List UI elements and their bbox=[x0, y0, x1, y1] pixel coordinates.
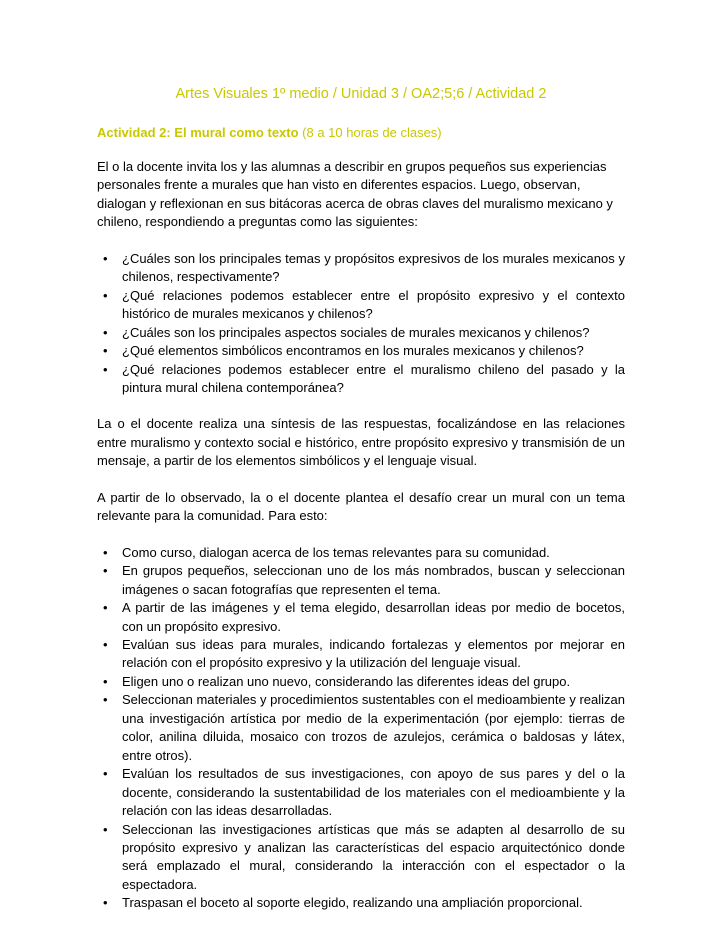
activity-heading bbox=[97, 124, 625, 142]
task-list-item: • Evalúan sus ideas para murales, indicando fortalezas y elementos por mejorar en relación con el propósito expresivo y la utilización del lenguaje visual. bbox=[97, 636, 625, 673]
task-list-item: • Traspasan el boceto al soporte elegido, realizando una ampliación proporcional. bbox=[97, 894, 625, 912]
document-title: Artes Visuales 1º medio / Unidad 3 / OA2;5;6 / Actividad 2 bbox=[175, 86, 547, 102]
question-list-item: • ¿Qué relaciones podemos establecer entre el propósito expresivo y el contexto histórico de murales mexicanos y chilenos? bbox=[97, 287, 625, 324]
task-list-item: • Seleccionan las investigaciones artísticas que más se adapten al desarrollo de su propósito expresivo y analizan las características del espacio arquitectónico donde será emplazado el mural, considerando la interacción con el espectador o la espectadora. bbox=[97, 821, 625, 895]
activity-heading-label: Actividad 2: El mural como texto bbox=[97, 124, 299, 140]
task-list-item: • Seleccionan materiales y procedimientos sustentables con el medioambiente y realizan una investigación artística por medio de la experimentación (por ejemplo: tierras de color, anilina diluida, mosaico con trozos de azulejos, cerámica o baldosas y látex, entre otros). bbox=[97, 691, 625, 765]
question-list bbox=[97, 250, 625, 398]
question-list-item: • ¿Cuáles son los principales aspectos sociales de murales mexicanos y chilenos? bbox=[97, 324, 625, 342]
task-list-item: • A partir de las imágenes y el tema elegido, desarrollan ideas por medio de bocetos, con un propósito expresivo. bbox=[97, 599, 625, 636]
activity-heading-duration: (8 a 10 horas de clases) bbox=[298, 124, 442, 140]
intro-paragraph: El o la docente invita los y las alumnas a describir en grupos pequeños sus experiencias personales frente a murales que han visto en diferentes espacios. Luego, observan, dialogan y reflexionan en sus bitácoras acerca de obras claves del muralismo mexicano y chileno, respondiendo a preguntas como las siguientes: bbox=[97, 159, 613, 230]
question-list-item: • ¿Qué relaciones podemos establecer entre el muralismo chileno del pasado y la pintura mural chilena contemporánea? bbox=[97, 361, 625, 398]
task-list-item: • Como curso, dialogan acerca de los temas relevantes para su comunidad. bbox=[97, 544, 625, 562]
task-list-item: • En grupos pequeños, seleccionan uno de los más nombrados, buscan y seleccionan imágenes o sacan fotografías que representen el tema. bbox=[97, 562, 625, 599]
question-list-item: • ¿Qué elementos simbólicos encontramos en los murales mexicanos y chilenos? bbox=[97, 342, 625, 360]
question-list-item: • ¿Cuáles son los principales temas y propósitos expresivos de los murales mexicanos y chilenos, respectivamente? bbox=[97, 250, 625, 287]
challenge-paragraph: A partir de lo observado, la o el docente plantea el desafío crear un mural con un tema relevante para la comunidad. Para esto: bbox=[97, 489, 625, 524]
task-list-item: • Evalúan los resultados de sus investigaciones, con apoyo de sus pares y del o la docente, considerando la sustentabilidad de los materiales con el medioambiente y la relación con las ideas desarrolladas. bbox=[97, 765, 625, 820]
task-list bbox=[97, 544, 625, 913]
task-list-item: • Eligen uno o realizan uno nuevo, considerando las diferentes ideas del grupo. bbox=[97, 673, 625, 691]
synthesis-paragraph: La o el docente realiza una síntesis de las respuestas, focalizándose en las relaciones entre muralismo y contexto social e histórico, entre propósito expresivo y transmisión de un mensaje, a partir de los elementos simbólicos y el lenguaje visual. bbox=[97, 416, 625, 469]
